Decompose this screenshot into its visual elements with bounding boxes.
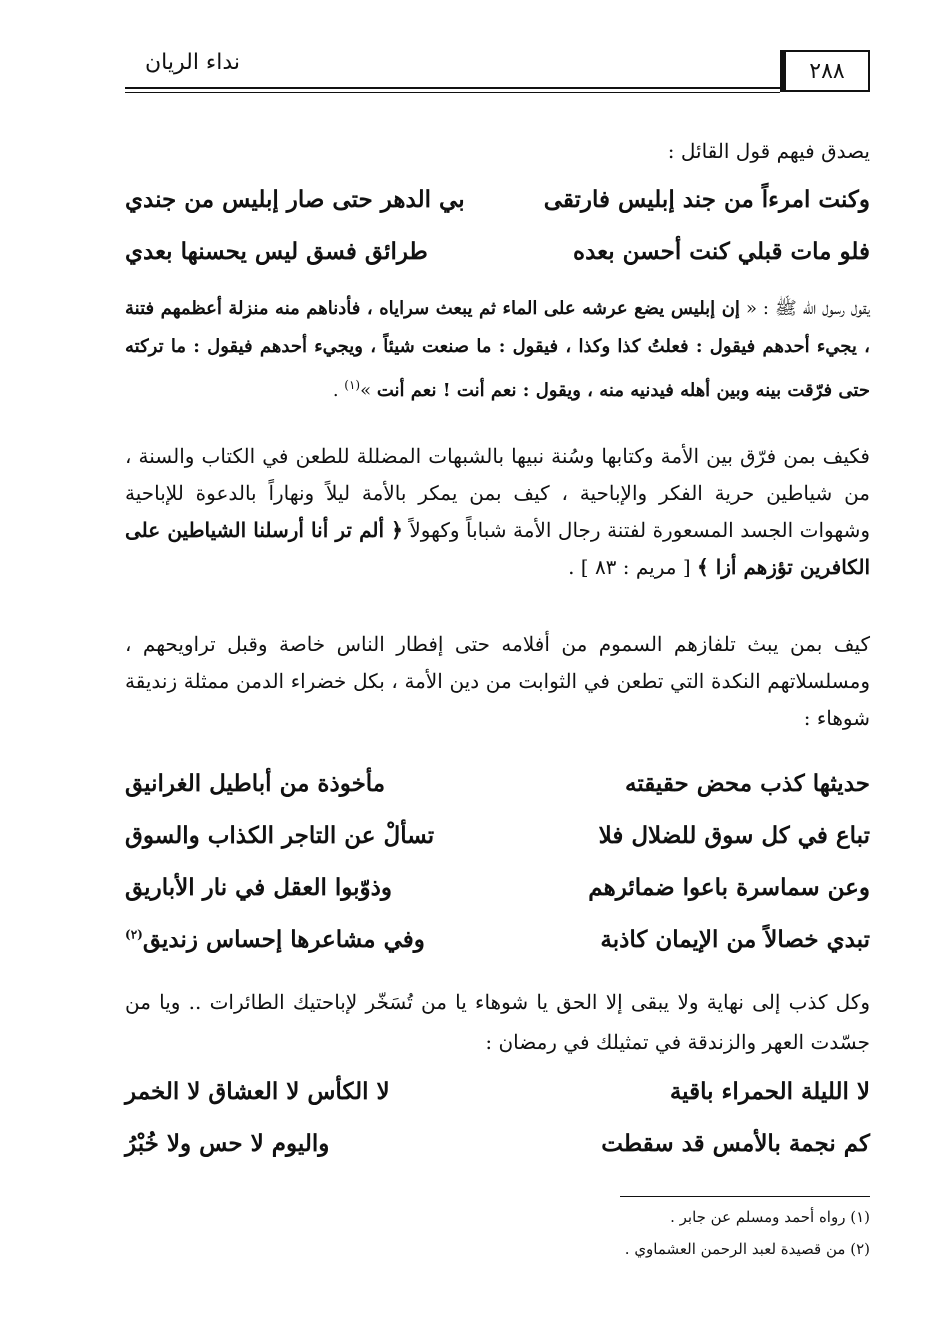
verse-line — [125, 1078, 870, 1130]
hadith-lead: يقول رسول الله ﷺ : « — [745, 298, 870, 319]
verse-line — [125, 822, 870, 874]
hadith-text: إن إبليس يضع عرشه على الماء ثم يبعث سراياه ، فأدناهم منه منزلة أعظمهم فتنة ، يجيء أحدهم فيقول : فعلتُ كذا وكذا ، فيقول : ما صنعت شيئاً ، ويجيء أحدهم فيقول : ما تركته حتى فرّقت بينه وبين أهله فيدنيه منه ، ويقول : نعم أنت ! نعم أنت — [125, 298, 870, 401]
page-number: ٢٨٨ — [784, 50, 870, 92]
hadith-paragraph — [125, 290, 870, 410]
verse-line — [125, 874, 870, 926]
book-title: نداء الريان — [145, 50, 241, 75]
verse-second-hemistich: واليوم لا حس ولا خُبْرُ — [125, 1130, 330, 1157]
verse-line — [125, 238, 870, 290]
verse-line — [125, 926, 870, 978]
paragraph-4-text: وكل كذب إلى نهاية ولا يبقى إلا الحق يا شوهاء يا من تُسَخّر لإباحتيك الطائرات .. ويا من جسّدت العهر والزندقة في تمثيلك في رمضان : — [125, 990, 870, 1054]
footnote-divider — [620, 1196, 870, 1197]
quran-verse: ﴿ ألم تر أنا أرسلنا الشياطين على الكافرين تؤزهم أزا ﴾ — [125, 518, 870, 579]
paragraph-4 — [125, 982, 870, 1062]
paragraph-2-text: فكيف بمن فرّق بين الأمة وكتابها وسُنة نبيها بالشبهات المضللة للطعن في الكتاب والسنة ، من شياطين حرية الفكر والإباحية ، كيف بمن يمكر بالأمة ليلاً ونهاراً بالدعوة للإباحية وشهوات الجسد المسعورة لفتنة رجال الأمة شباباً وكهولاً — [125, 444, 871, 542]
verse-first-hemistich: وعن سماسرة باعوا ضمائرهم — [588, 874, 870, 901]
verse-first-hemistich: تباع في كل سوق للضلال فلا — [598, 822, 870, 849]
verse-first-hemistich: حديثها كذب محض حقيقته — [625, 770, 870, 797]
verse-second-hemistich: بي الدهر حتى صار إبليس من جندي — [125, 186, 465, 213]
verse-line — [125, 1130, 870, 1182]
paragraph-2 — [125, 438, 870, 586]
intro-text: يصدق فيهم قول القائل : — [667, 139, 870, 163]
header-rule-thin — [125, 92, 780, 93]
verse-second-hemistich: مأخوذة من أباطيل الغرانيق — [125, 770, 386, 797]
hemistich-text: وفي مشاعرها إحساس زنديق — [142, 926, 425, 953]
hadith-end: . — [332, 380, 339, 401]
verse-second-hemistich: تسألْ عن التاجر الكذاب والسوق — [125, 822, 435, 849]
header-rule — [125, 87, 780, 89]
verse-second-hemistich — [125, 926, 425, 953]
verse-first-hemistich: كم نجمة بالأمس قد سقطت — [601, 1130, 870, 1157]
verse-first-hemistich: وكنت امرءاً من جند إبليس فارتقى — [543, 186, 870, 213]
verse-second-hemistich: لا الكأس لا العشاق لا الخمر — [125, 1078, 390, 1105]
verse-line — [125, 186, 870, 238]
quran-reference: [ مريم : ٨٣ ] . — [568, 555, 691, 579]
verse-first-hemistich: فلو مات قبلي كنت أحسن بعده — [573, 238, 870, 265]
page-header — [125, 40, 870, 95]
paragraph-3-text: كيف بمن يبث تلفازهم السموم من أفلامه حتى إفطار الناس خاصة وقبل تراويحهم ، ومسلسلاتهم النكدة التي تطعن في الثوابت من دين الأمة ، بكل خضراء الدمن ممثلة زنديقة شوهاء : — [125, 632, 870, 730]
verse-line — [125, 770, 870, 822]
verse-first-hemistich: تبدي خصالاً من الإيمان كاذبة — [600, 926, 870, 953]
footnote-2: (٢) من قصيدة لعبد الرحمن العشماوي . — [624, 1240, 870, 1258]
footnote-marker: (١) — [344, 378, 361, 392]
verse-first-hemistich: لا الليلة الحمراء باقية — [669, 1078, 870, 1105]
verse-second-hemistich: طرائق فسق ليس يحسنها بعدي — [125, 238, 428, 265]
paragraph-3 — [125, 626, 870, 737]
hadith-close: » — [360, 380, 372, 401]
footnote-1: (١) رواه أحمد ومسلم عن جابر . — [670, 1208, 870, 1226]
footnote-marker: (٢) — [125, 927, 143, 942]
intro-line — [125, 134, 870, 168]
verse-second-hemistich: وذوّبوا العقل في نار الأباريق — [125, 874, 392, 901]
